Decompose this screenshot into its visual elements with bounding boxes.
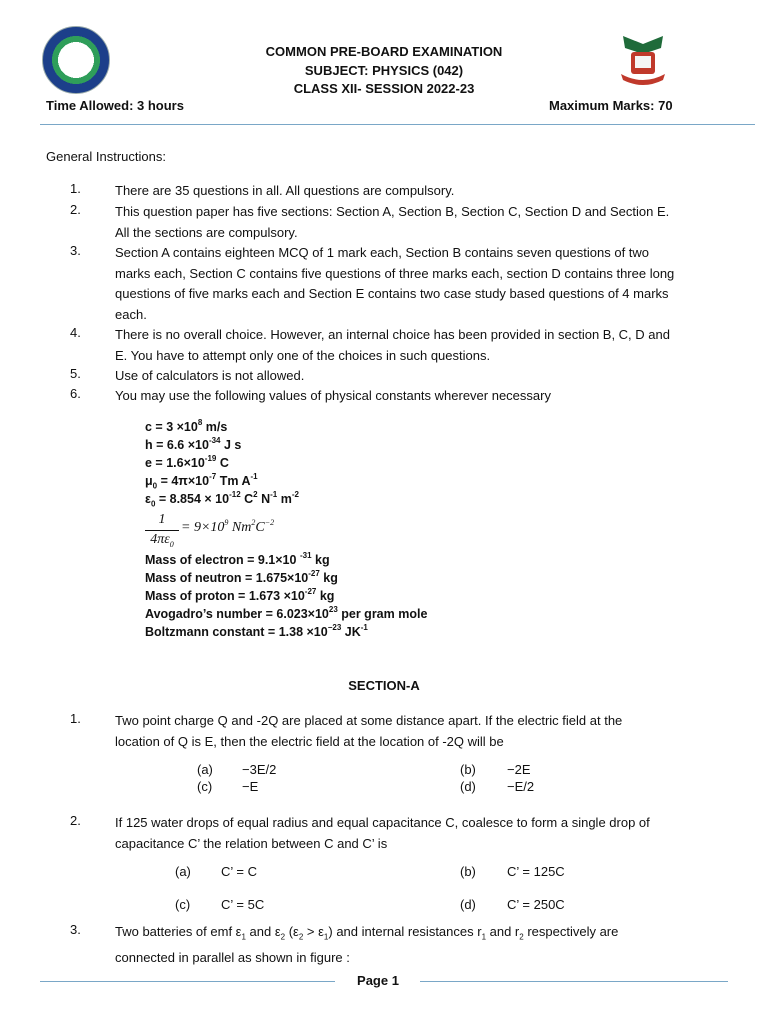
header-divider <box>40 124 755 125</box>
question-line: connected in parallel as shown in figure : <box>115 950 350 966</box>
subject-title: SUBJECT: PHYSICS (042) <box>304 63 464 78</box>
fraction-numerator: 1 <box>158 512 166 527</box>
footer-rule-left <box>40 981 335 982</box>
instruction-line: There are 35 questions in all. All questions are compulsory. <box>115 183 455 198</box>
instruction-line: each. <box>115 306 147 322</box>
constant-planck: $h = 6.6 \times 10^{-34}$ J s <box>145 436 242 452</box>
option-value: C’ = C <box>221 864 257 879</box>
instruction-line: Section A contains eighteen MCQ of 1 mark each, Section B contains seven questions of two <box>115 245 650 260</box>
fraction-denominator: $4\pi\varepsilon_0$ <box>150 532 174 549</box>
question-number: 3. <box>70 922 81 937</box>
option-value: −2E <box>507 762 531 777</box>
constant-permeability: $\mu_0 = 4\pi\times 10^{-7}$ Tm $A^{-1}$ <box>145 472 258 491</box>
constant-neutron-mass: Mass of neutron = $1.675\times 10^{-27}$ kg <box>145 569 338 585</box>
instruction-line: E. You have to attempt only one of the choices in such questions. <box>115 347 491 363</box>
instruction-number: 3. <box>70 243 81 258</box>
constant-electron-charge: $e = 1.6\times 10^{-19}$ C <box>145 454 229 470</box>
constant-permittivity: $\varepsilon_0 = 8.854 \times 10^{-12}$ $C^2$ $N^{-1}$ $m^{-2}$ <box>145 490 299 509</box>
option-label: (d) <box>460 897 476 912</box>
instruction-4 <box>115 325 735 366</box>
constant-boltzmann: Boltzmann constant = $1.38 \times 10^{-23}$ $JK^{-1}$ <box>145 623 368 639</box>
instruction-5 <box>115 366 735 387</box>
option-label: (c) <box>197 779 213 794</box>
option-label: (a) <box>175 864 191 879</box>
option-label: (c) <box>175 897 191 912</box>
instruction-line: All the sections are compulsory. <box>115 224 298 240</box>
instruction-line: questions of five marks each and Section E contains two case study based questions of 4 marks <box>115 286 669 301</box>
instruction-number: 2. <box>70 202 81 217</box>
option-value: −E <box>242 779 259 794</box>
question-1-text <box>115 711 735 752</box>
instruction-number: 4. <box>70 325 81 340</box>
question-2-text <box>115 813 735 854</box>
constant-proton-mass: Mass of proton = $1.673 \times 10^{-27}$ kg <box>145 587 335 603</box>
question-number: 1. <box>70 711 81 726</box>
instruction-3 <box>115 243 735 325</box>
time-allowed: Time Allowed: 3 hours <box>46 98 184 113</box>
maximum-marks: Maximum Marks: 70 <box>549 98 673 113</box>
option-value: C’ = 125C <box>507 864 565 879</box>
footer-rule-right <box>420 981 728 982</box>
instruction-1 <box>115 181 735 202</box>
constant-avogadro: Avogadro’s number = $6.023\times 10^{23}$ per gram mole <box>145 605 428 621</box>
fraction-bar <box>145 530 179 531</box>
instructions-heading: General Instructions: <box>46 149 166 164</box>
instruction-line: This question paper has five sections: Section A, Section B, Section C, Section D and Section E. <box>115 204 670 219</box>
instruction-number: 6. <box>70 386 81 401</box>
instruction-line: Use of calculators is not allowed. <box>115 368 305 383</box>
coulomb-constant-formula <box>145 512 285 550</box>
option-label: (b) <box>460 864 476 879</box>
option-value: C’ = 5C <box>221 897 265 912</box>
constant-electron-mass: Mass of electron = 9.1×10 $^{-31}$ kg <box>145 551 330 567</box>
question-line: If 125 water drops of equal radius and equal capacitance C, coalesce to form a single drop of <box>115 815 650 830</box>
instruction-line: There is no overall choice. However, an internal choice has been provided in section B, C, D and <box>115 327 670 342</box>
instruction-number: 1. <box>70 181 81 196</box>
option-label: (d) <box>460 779 476 794</box>
instruction-number: 5. <box>70 366 81 381</box>
instruction-line: marks each, Section C contains five questions of three marks each, section D contains three long <box>115 265 675 281</box>
option-value: −3E/2 <box>242 762 277 777</box>
constant-speed-of-light: $c = 3 \times 10^8$ m/s <box>145 418 228 434</box>
instruction-line: You may use the following values of physical constants wherever necessary <box>115 388 551 403</box>
question-line: capacitance C’ the relation between C and C’ is <box>115 835 388 851</box>
page-number: Page 1 <box>357 973 399 988</box>
exam-title: COMMON PRE-BOARD EXAMINATION <box>265 44 503 59</box>
option-label: (b) <box>460 762 476 777</box>
question-line: location of Q is E, then the electric field at the location of -2Q will be <box>115 733 504 749</box>
instruction-2 <box>115 202 735 243</box>
section-a-heading: SECTION-A <box>348 678 420 693</box>
question-line: Two batteries of emf $\varepsilon_1$ and $\varepsilon_2$ $(\varepsilon_2 > \varepsilon_1)$ and internal resistances $r_1$ and $r_2$ respectively are <box>115 924 619 942</box>
question-number: 2. <box>70 813 81 828</box>
class-session: CLASS XII- SESSION 2022-23 <box>293 81 475 96</box>
question-line: Two point charge Q and -2Q are placed at some distance apart. If the electric field at the <box>115 713 623 728</box>
option-value: −E/2 <box>507 779 535 794</box>
instruction-6 <box>115 386 735 407</box>
option-value: C’ = 250C <box>507 897 565 912</box>
question-3-text <box>115 922 735 969</box>
option-label: (a) <box>197 762 213 777</box>
formula-rhs: = $9\times 10^9$ $Nm^2C^{-2}$ <box>181 518 275 535</box>
